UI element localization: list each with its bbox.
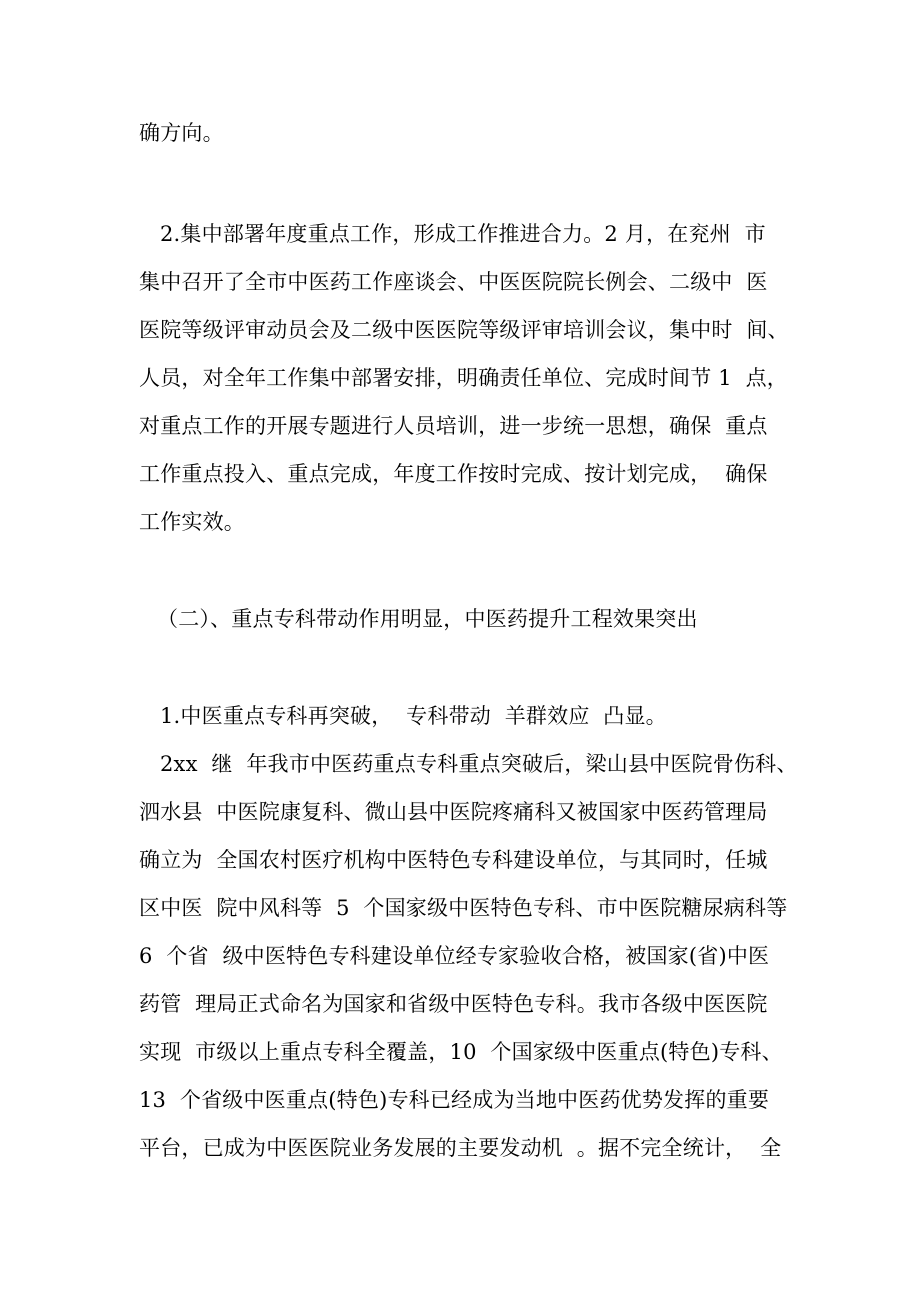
paragraph-line: 药管 理局正式命名为国家和省级中医特色专科。我市各级中医医院 [139,992,768,1016]
paragraph-line: 工作实效。 [139,510,245,534]
paragraph-line: 2.集中部署年度重点工作，形成工作推进合力。2 月，在兖州 市 [160,222,766,246]
paragraph-line: 集中召开了全市中医药工作座谈会、中医医院院长例会、二级中 医 [139,270,768,294]
text-line: 确方向。 [139,121,224,145]
paragraph-line: 2xx 继 年我市中医药重点专科重点突破后，梁山县中医院骨伤科、 [160,752,798,776]
paragraph-line: 实现 市级以上重点专科全覆盖，10 个国家级中医重点(特色)专科、 [139,1040,783,1064]
paragraph-line: 确立为 全国农村医疗机构中医特色专科建设单位，与其同时，任城 [139,848,768,872]
paragraph-line: 工作重点投入、重点完成，年度工作按时完成、按计划完成， 确保 [139,462,768,486]
section-heading: （二）、重点专科带动作用明显，中医药提升工程效果突出 [157,607,698,631]
paragraph-line: 13 个省级中医重点(特色)专科已经成为当地中医药优势发挥的重要 [139,1088,770,1112]
subheading-line: 1.中医重点专科再突破， 专科带动 羊群效应 凸显。 [160,704,667,728]
paragraph-line: 区中医 院中风科等 5 个国家级中医特色专科、市中医院糖尿病科等 [139,896,788,920]
paragraph-line: 泗水县 中医院康复科、微山县中医院疼痛科又被国家中医药管理局 [139,800,768,824]
paragraph-line: 6 个省 级中医特色专科建设单位经专家验收合格，被国家(省)中医 [139,944,770,968]
paragraph-line: 医院等级评审动员会及二级中医医院等级评审培训会议，集中时 间、 [139,318,789,342]
paragraph-line: 对重点工作的开展专题进行人员培训，进一步统一思想，确保 重点 [139,414,768,438]
paragraph-line: 人员，对全年工作集中部署安排，明确责任单位、完成时间节 1 点， [139,366,788,390]
paragraph-line: 平台，已成为中医医院业务发展的主要发动机 。据不完全统计， 全 [139,1136,782,1160]
